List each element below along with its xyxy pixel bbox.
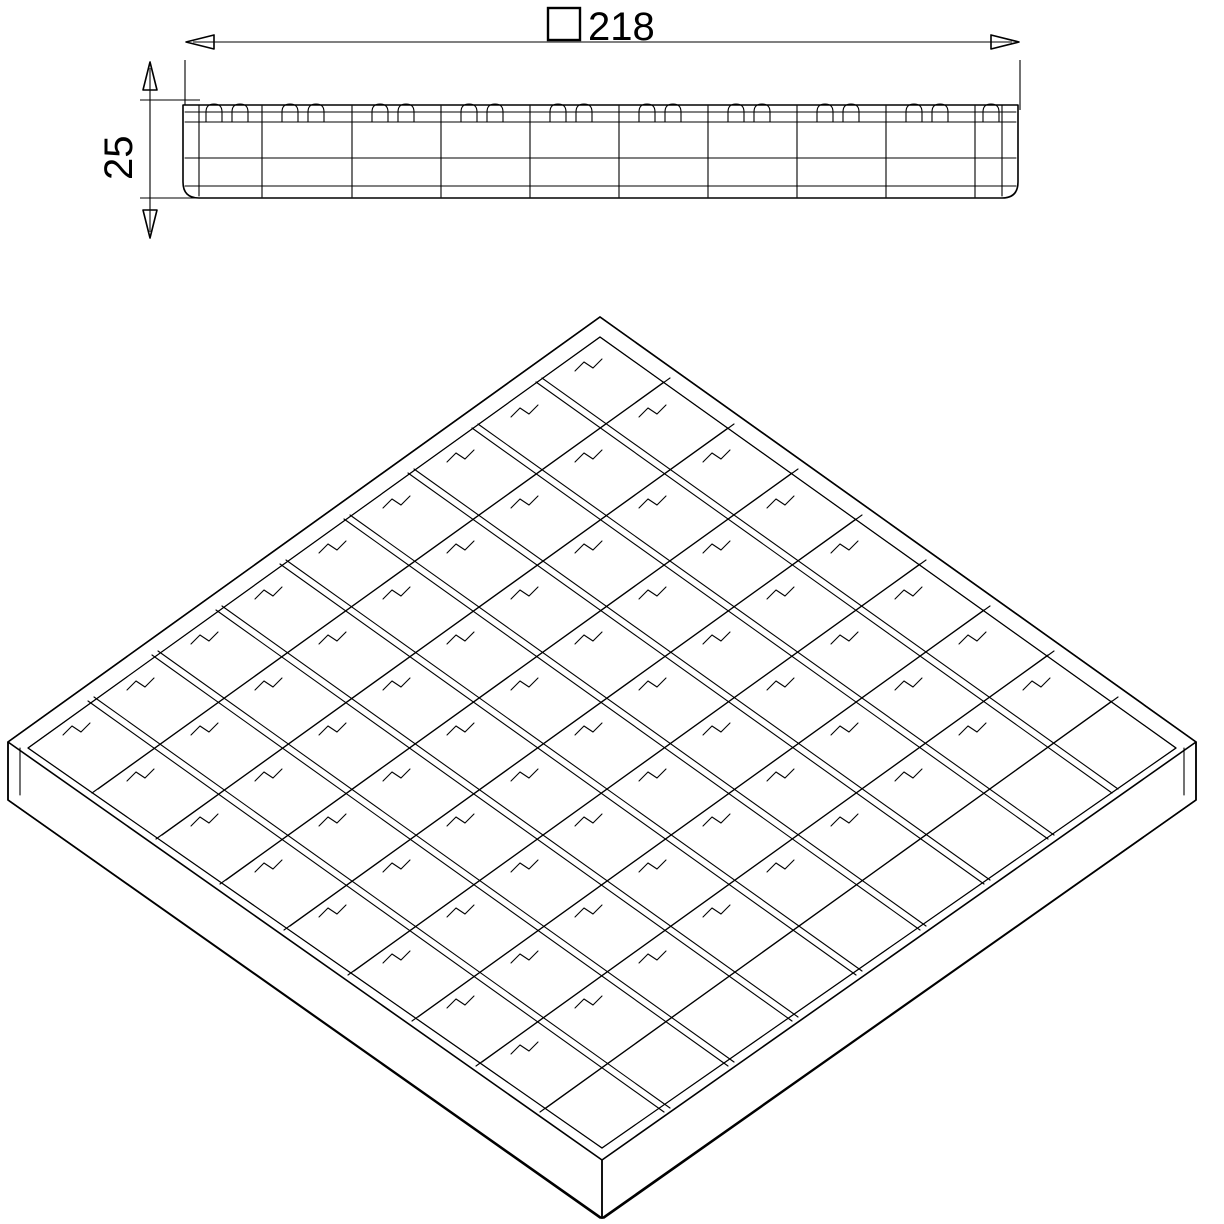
isometric-view [8,317,1196,1218]
width-dimension-label: 218 [588,5,655,49]
isometric-top-face [8,317,1196,1160]
side-elevation-view [140,35,1020,238]
square-symbol-icon [548,8,580,40]
height-dimension-label: 25 [97,135,141,180]
